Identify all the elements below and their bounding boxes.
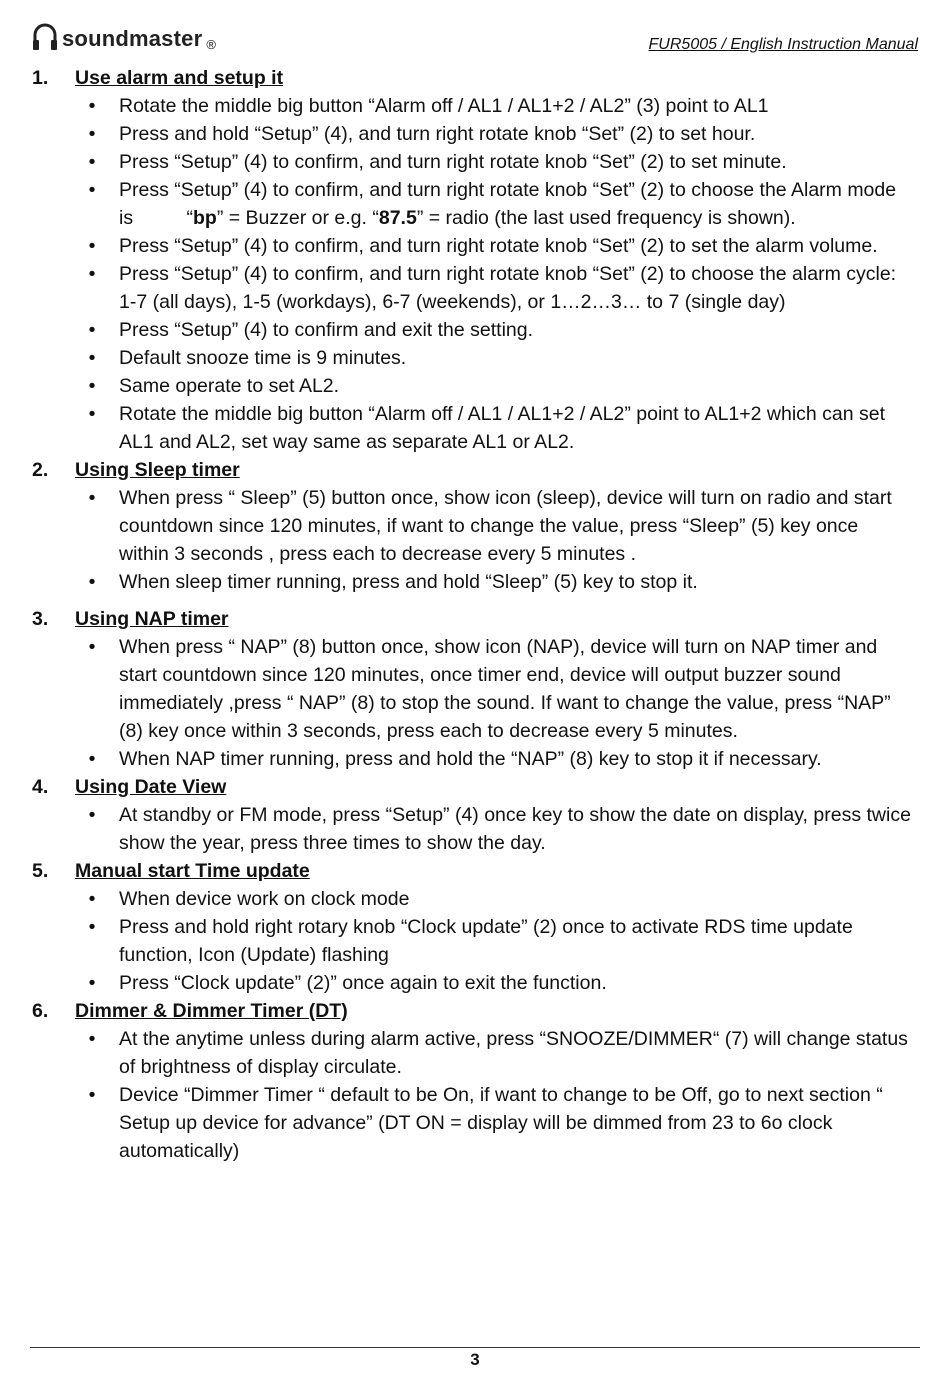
section-number: 2. bbox=[32, 459, 49, 481]
section-number: 5. bbox=[32, 860, 49, 882]
section-heading bbox=[32, 997, 912, 1025]
bullet-list bbox=[32, 92, 912, 456]
footer-divider bbox=[30, 1347, 920, 1348]
bullet-list bbox=[32, 801, 912, 857]
brand-name: soundmaster bbox=[62, 26, 203, 51]
bullet-icon: • bbox=[88, 804, 96, 826]
bullet-icon: • bbox=[88, 487, 96, 509]
bullet-icon: • bbox=[88, 972, 96, 994]
list-item: • When press “ Sleep” (5) button once, show icon (sleep), device will turn on radio and start countdown since 120 minutes, if want to change the value, press “Sleep” (5) key once within 3 seconds , press each to decrease every 5 minutes . bbox=[32, 484, 912, 568]
list-item: • At standby or FM mode, press “Setup” (4) once key to show the date on display, press twice show the year, press three times to show the day. bbox=[32, 801, 912, 857]
section-title: Use alarm and setup it bbox=[75, 67, 284, 89]
bullet-list bbox=[32, 484, 912, 596]
bullet-icon: • bbox=[88, 179, 96, 201]
bullet-icon: • bbox=[88, 916, 96, 938]
section-time-update bbox=[32, 857, 912, 997]
section-heading bbox=[32, 857, 912, 885]
section-nap-timer bbox=[32, 605, 912, 773]
bullet-icon: • bbox=[88, 403, 96, 425]
buzzer-code: bp bbox=[193, 207, 217, 229]
section-title: Manual start Time update bbox=[75, 860, 310, 882]
section-heading bbox=[32, 456, 912, 484]
section-dimmer bbox=[32, 997, 912, 1165]
list-item: • When NAP timer running, press and hold the “NAP” (8) key to stop it if necessary. bbox=[32, 745, 912, 773]
bullet-icon: • bbox=[88, 151, 96, 173]
list-item: • Press “Clock update” (2)” once again to exit the function. bbox=[32, 969, 912, 997]
list-item: • When sleep timer running, press and hold “Sleep” (5) key to stop it. bbox=[32, 568, 912, 596]
alarm-cycle-options: 1-7 (all days), 1-5 (workdays), 6-7 (weekends), or 1…2…3… to 7 (single day) bbox=[119, 291, 786, 313]
section-sleep-timer bbox=[32, 456, 912, 596]
list-item: • Rotate the middle big button “Alarm off / AL1 / AL1+2 / AL2” point to AL1+2 which can set AL1 and AL2, set way same as separate AL1 or AL2. bbox=[32, 400, 912, 456]
bullet-icon: • bbox=[88, 347, 96, 369]
section-heading bbox=[32, 605, 912, 633]
list-item: • Press “Setup” (4) to confirm, and turn right rotate knob “Set” (2) to choose the alarm cycle: 1-7 (all days), 1-5 (workdays), 6-7 (weekends), or 1…2…3… to 7 (single day) bbox=[32, 260, 912, 316]
section-number: 1. bbox=[32, 67, 49, 89]
section-heading bbox=[32, 64, 912, 92]
headphones-logo-icon bbox=[32, 22, 58, 52]
registered-mark: ® bbox=[206, 37, 216, 52]
brand-logo bbox=[32, 22, 216, 52]
list-item: • Press “Setup” (4) to confirm, and turn right rotate knob “Set” (2) to set the alarm volume. bbox=[32, 232, 912, 260]
section-number: 3. bbox=[32, 608, 49, 630]
list-item: • At the anytime unless during alarm active, press “SNOOZE/DIMMER“ (7) will change status of brightness of display circulate. bbox=[32, 1025, 912, 1081]
bullet-icon: • bbox=[88, 1084, 96, 1106]
bullet-icon: • bbox=[88, 319, 96, 341]
document-title: FUR5005 / English Instruction Manual bbox=[648, 36, 918, 53]
section-title: Using NAP timer bbox=[75, 608, 229, 630]
list-item: • Same operate to set AL2. bbox=[32, 372, 912, 400]
section-number: 4. bbox=[32, 776, 49, 798]
page-number: 3 bbox=[470, 1350, 480, 1369]
bullet-icon: • bbox=[88, 888, 96, 910]
bullet-icon: • bbox=[88, 636, 96, 658]
list-item: • Press “Setup” (4) to confirm and exit the setting. bbox=[32, 316, 912, 344]
section-title: Using Date View bbox=[75, 776, 227, 798]
frequency-example: 87.5 bbox=[378, 207, 417, 229]
list-item: • Press and hold “Setup” (4), and turn right rotate knob “Set” (2) to set hour. bbox=[32, 120, 912, 148]
section-date-view bbox=[32, 773, 912, 857]
list-item: • Press and hold right rotary knob “Clock update” (2) once to activate RDS time update function, Icon (Update) flashing bbox=[32, 913, 912, 969]
list-item: • Press “Setup” (4) to confirm, and turn right rotate knob “Set” (2) to set minute. bbox=[32, 148, 912, 176]
bullet-list bbox=[32, 885, 912, 997]
section-title: Dimmer & Dimmer Timer (DT) bbox=[75, 1000, 348, 1022]
list-item: • Device “Dimmer Timer “ default to be On, if want to change to be Off, go to next section “ Setup up device for advance” (DT ON = display will be dimmed from 23 to 6o clock automatically) bbox=[32, 1081, 912, 1165]
manual-content bbox=[32, 64, 912, 1165]
bullet-list bbox=[32, 633, 912, 773]
bullet-icon: • bbox=[88, 123, 96, 145]
bullet-icon: • bbox=[88, 235, 96, 257]
section-heading bbox=[32, 773, 912, 801]
bullet-icon: • bbox=[88, 1028, 96, 1050]
bullet-list bbox=[32, 1025, 912, 1165]
section-number: 6. bbox=[32, 1000, 49, 1022]
bullet-icon: • bbox=[88, 95, 96, 117]
bullet-icon: • bbox=[88, 375, 96, 397]
list-item: • When device work on clock mode bbox=[32, 885, 912, 913]
list-item: • Press “Setup” (4) to confirm, and turn right rotate knob “Set” (2) to choose the Alarm mode is “bp” = Buzzer or e.g. “87.5” = radio (the last used frequency is shown). bbox=[32, 176, 912, 232]
list-item: • When press “ NAP” (8) button once, show icon (NAP), device will turn on NAP timer and start countdown since 120 minutes, once timer end, device will output buzzer sound immediately ,press “ NAP” (8) to stop the sound. If want to change the value, press “NAP” (8) key once within 3 seconds, press each to decrease every 5 minutes. bbox=[32, 633, 912, 745]
section-title: Using Sleep timer bbox=[75, 459, 240, 481]
section-use-alarm bbox=[32, 64, 912, 456]
list-item: • Rotate the middle big button “Alarm off / AL1 / AL1+2 / AL2” (3) point to AL1 bbox=[32, 92, 912, 120]
page-header bbox=[0, 0, 950, 64]
bullet-icon: • bbox=[88, 571, 96, 593]
bullet-icon: • bbox=[88, 748, 96, 770]
list-item: • Default snooze time is 9 minutes. bbox=[32, 344, 912, 372]
bullet-icon: • bbox=[88, 263, 96, 285]
